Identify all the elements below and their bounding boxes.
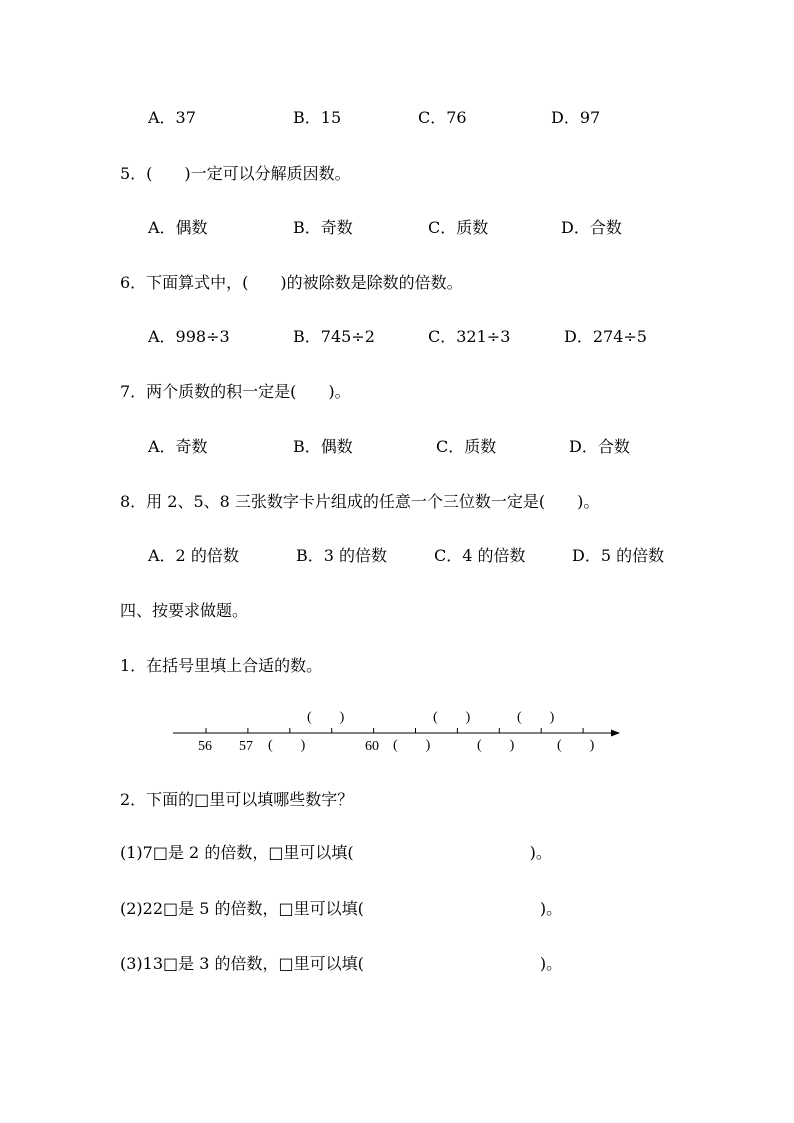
q4-option-a: A．37 <box>148 108 196 127</box>
q7-option-d: D．合数 <box>569 437 630 456</box>
number-line-blank-above-3[interactable]: ( ) <box>517 710 555 725</box>
number-label-56: 56 <box>198 739 212 754</box>
q8-option-d: D．5 的倍数 <box>572 546 665 565</box>
q4-option-c: C．76 <box>418 108 467 127</box>
number-line-blank-above-2[interactable]: ( ) <box>433 710 471 725</box>
p2-stem: 2．下面的□里可以填哪些数字？ <box>120 790 354 809</box>
q7-option-c: C．质数 <box>436 437 497 456</box>
p2-sub1: (1)7□是 2 的倍数，□里可以填( )。 <box>120 843 552 862</box>
q6-option-a: A．998÷3 <box>148 327 230 346</box>
number-line-blank-below-4[interactable]: ( ) <box>557 738 595 753</box>
q5-option-a: A．偶数 <box>148 218 208 237</box>
q5-stem: 5．( )一定可以分解质因数。 <box>120 164 351 183</box>
number-line-blank-above-1[interactable]: ( ) <box>307 710 345 725</box>
number-line-blank-below-1[interactable]: ( ) <box>268 738 306 753</box>
q8-option-a: A．2 的倍数 <box>148 546 239 565</box>
number-label-60: 60 <box>365 739 379 754</box>
p2-sub3: (3)13□是 3 的倍数，□里可以填( )。 <box>120 954 563 973</box>
number-line-blank-below-3[interactable]: ( ) <box>477 738 515 753</box>
q8-option-b: B．3 的倍数 <box>296 546 388 565</box>
p1-stem: 1．在括号里填上合适的数。 <box>120 656 323 675</box>
q8-stem: 8．用 2、5、8 三张数字卡片组成的任意一个三位数一定是( )。 <box>120 492 600 511</box>
q7-option-a: A．奇数 <box>148 437 208 456</box>
q4-option-b: B．15 <box>293 108 342 127</box>
q6-stem: 6．下面算式中，( )的被除数是除数的倍数。 <box>120 273 463 292</box>
q4-option-d: D．97 <box>551 108 601 127</box>
q6-option-c: C．321÷3 <box>428 327 511 346</box>
number-label-57: 57 <box>239 739 253 754</box>
q5-option-d: D．合数 <box>561 218 622 237</box>
q6-option-b: B．745÷2 <box>293 327 375 346</box>
number-line-blank-below-2[interactable]: ( ) <box>393 738 431 753</box>
q5-option-b: B．奇数 <box>293 218 353 237</box>
section-heading: 四、按要求做题。 <box>120 601 249 620</box>
p2-sub2: (2)22□是 5 的倍数，□里可以填( )。 <box>120 899 563 918</box>
number-line-ticks <box>206 728 583 733</box>
q7-option-b: B．偶数 <box>293 437 353 456</box>
q7-stem: 7．两个质数的积一定是( )。 <box>120 382 351 401</box>
q5-option-c: C．质数 <box>428 218 489 237</box>
q6-option-d: D．274÷5 <box>564 327 647 346</box>
number-line-arrow <box>611 730 620 737</box>
q8-option-c: C．4 的倍数 <box>434 546 526 565</box>
